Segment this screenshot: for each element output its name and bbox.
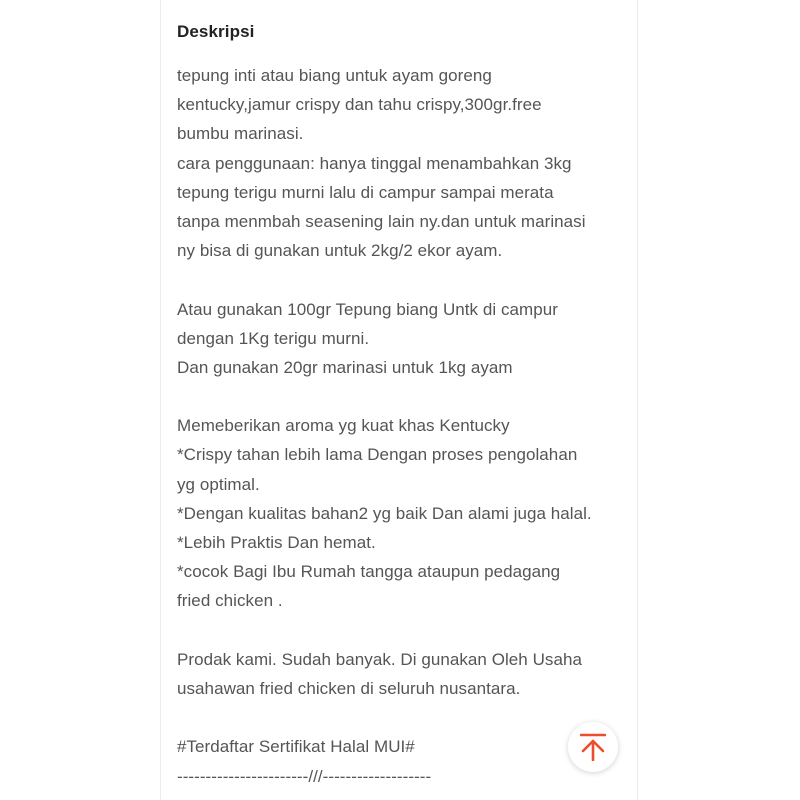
section-title: Deskripsi (177, 22, 255, 41)
description-line: tepung inti atau biang untuk ayam goreng (177, 66, 492, 85)
description-line: #Terdaftar Sertifikat Halal MUI# (177, 737, 415, 757)
blank-line (177, 382, 627, 411)
description-line: Dan gunakan 20gr marinasi untuk 1kg ayam (177, 357, 513, 377)
blank-line (177, 703, 627, 732)
description-line: yg optimal. (177, 474, 260, 494)
blank-line (177, 616, 627, 645)
blank-line (177, 265, 627, 294)
description-line: tepung terigu murni lalu di campur sampai merata (177, 182, 554, 202)
description-line: cara penggunaan: hanya tinggal menambahkan 3kg (177, 153, 572, 173)
back-to-top-button[interactable] (568, 722, 618, 772)
description-line: Atau gunakan 100gr Tepung biang Untk di campur (177, 299, 558, 319)
description-line: bumbu marinasi. (177, 124, 304, 144)
description-line: *Crispy tahan lebih lama Dengan proses pengolahan (177, 445, 578, 465)
description-line: kentucky,jamur crispy dan tahu crispy,300gr.free (177, 95, 542, 115)
description-line: Memeberikan aroma yg kuat khas Kentucky (177, 416, 510, 436)
description-line: ny bisa di gunakan untuk 2kg/2 ekor ayam. (177, 241, 503, 261)
description-line: *Dengan kualitas bahan2 yg baik Dan alami juga halal. (177, 503, 592, 523)
description-line: dengan 1Kg terigu murni. (177, 328, 370, 348)
product-description (177, 61, 627, 791)
description-line: usahawan fried chicken di seluruh nusantara. (177, 678, 521, 698)
description-line: *Lebih Praktis Dan hemat. (177, 533, 376, 552)
description-line: fried chicken . (177, 591, 283, 611)
description-line: *cocok Bagi Ibu Rumah tangga ataupun pedagang (177, 562, 561, 582)
arrow-up-to-top-icon (580, 733, 606, 761)
description-line: Prodak kami. Sudah banyak. Di gunakan Oleh Usaha (177, 649, 582, 669)
description-line: tanpa menmbah seasening lain ny.dan untuk marinasi (177, 211, 586, 231)
description-line: -----------------------///------------------- (177, 766, 432, 786)
